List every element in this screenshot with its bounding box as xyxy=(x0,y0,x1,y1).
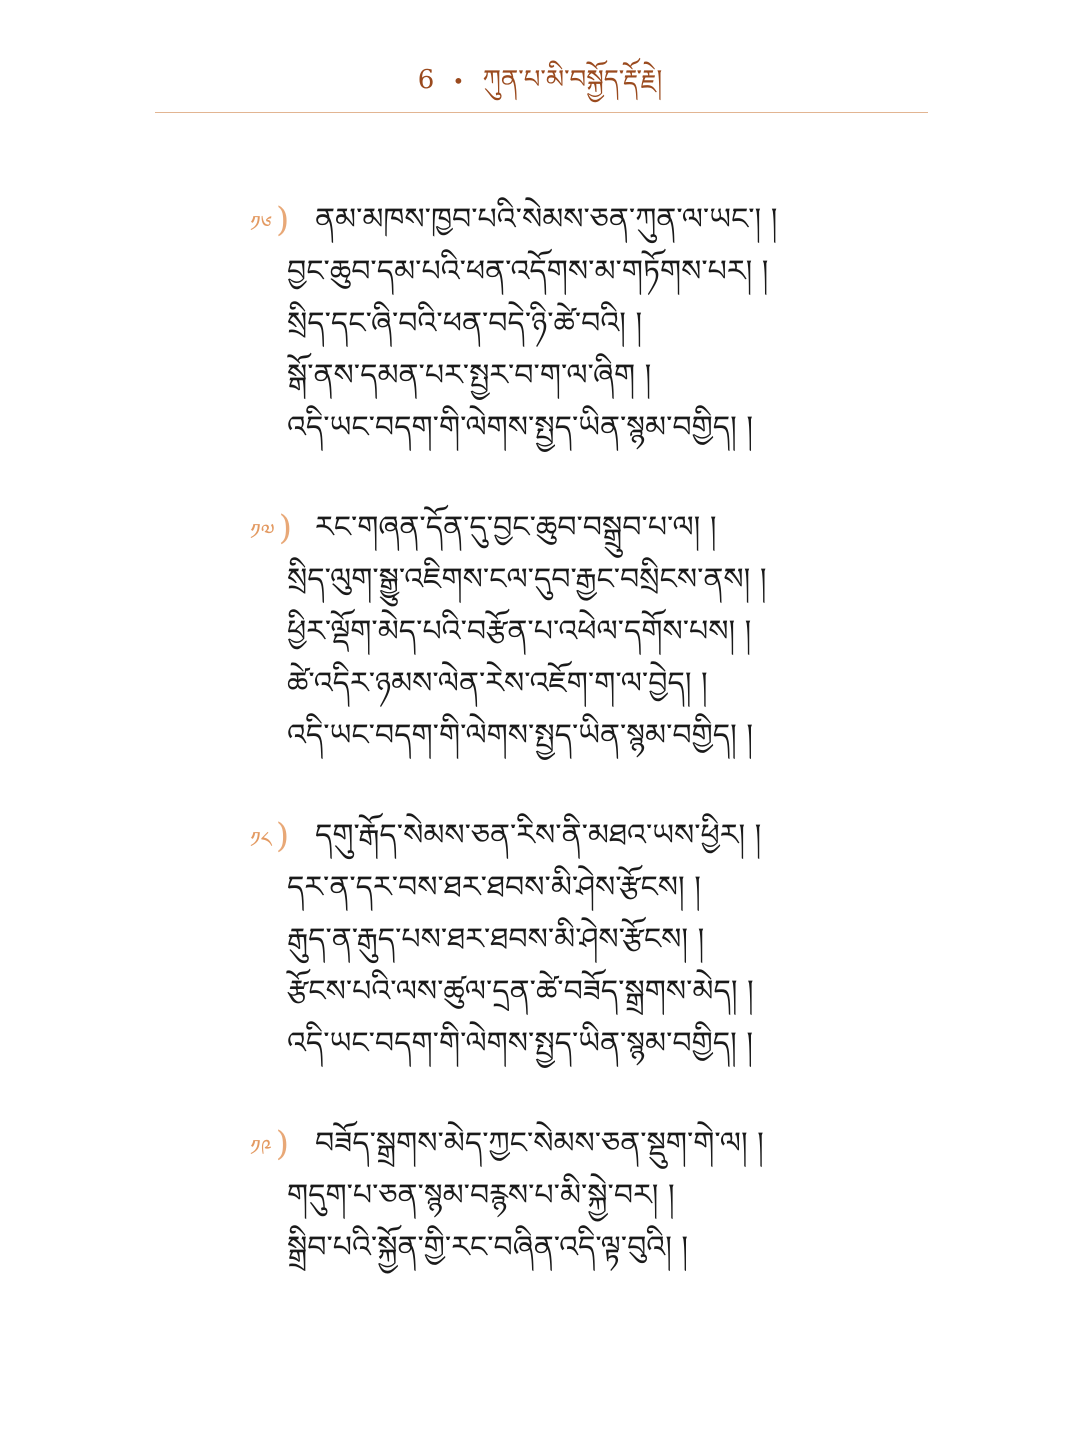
verse-line: སྒྲིབ་པའི་སྐྱོན་གྱི་རང་བཞིན་འདི་ལྟ་བུའི། ། xyxy=(287,1230,689,1265)
verse-line: བྱང་ཆུབ་དམ་པའི་ཕན་འདོགས་མ་གཏོགས་པར། ། xyxy=(287,254,769,289)
verse-line: ཕྱིར་ལྡོག་མེད་པའི་བརྩོན་པ་འཕེལ་དགོས་པས། ། xyxy=(287,614,752,649)
verse-line: འདི་ཡང་བདག་གི་ལེགས་སྤྱད་ཡིན་སྙམ་བགྱིད། ། xyxy=(287,718,753,753)
verse-line: འདི་ཡང་བདག་གི་ལེགས་སྤྱད་ཡིན་སྙམ་བགྱིད། ། xyxy=(287,410,753,445)
verse-line: སྲིད་དང་ཞི་བའི་ཕན་བདེ་ཉི་ཚེ་བའི། ། xyxy=(287,306,643,341)
verse-line: ནམ་མཁས་ཁྱབ་པའི་སེམས་ཅན་ཀུན་ལ་ཡང་། ། xyxy=(315,202,778,237)
verse-number: ༡༩ ) xyxy=(250,1124,290,1164)
verse-line: སྲིད་ལུག་སྒྱུ་འཇིགས་ངལ་དུབ་རྒྱང་བསྲིངས་ནས། ། xyxy=(287,562,767,597)
verse-line: དར་ན་དར་བས་ཐར་ཐབས་མི་ཤེས་རྩོངས། ། xyxy=(287,870,701,905)
verse-line: རང་གཞན་དོན་དུ་བྱང་ཆུབ་བསྒྲུབ་པ་ལ། ། xyxy=(315,510,717,545)
verse-line: དགུ་རྒོད་སེམས་ཅན་རིས་ནི་མཐའ་ཡས་ཕྱིར། ། xyxy=(315,818,762,853)
verse-line: སྒོ་ནས་དམན་པར་སྤྱར་བ་ག་ལ་ཞིག ། xyxy=(287,358,652,393)
verse-line: རྒུད་ན་རྒུད་པས་ཐར་ཐབས་མི་ཤེས་རྩོངས། ། xyxy=(287,922,705,957)
page-header xyxy=(0,50,1080,111)
page-number: 6 xyxy=(417,65,435,95)
verse-line: རྩོངས་པའི་ལས་ཚུལ་དྲན་ཚེ་བཟོད་སྒྲགས་མེད། ། xyxy=(287,974,754,1009)
verse-line: ཚེ་འདིར་ཉམས་ལེན་རེས་འཇོག་ག་ལ་བྱེད། ། xyxy=(287,666,708,701)
verse-line: འདི་ཡང་བདག་གི་ལེགས་སྤྱད་ཡིན་སྙམ་བགྱིད། ། xyxy=(287,1026,753,1061)
running-title: ཀུན་པ་མི་བསྐྱོད་རྡོ་རྗེ། xyxy=(482,65,663,95)
verse-line: གདུག་པ་ཅན་སྙམ་བརྙས་པ་མི་སྐྱེ་བར། ། xyxy=(287,1178,675,1213)
header-separator: • xyxy=(452,69,465,93)
verse-number: ༡༧ ) xyxy=(250,508,293,548)
verse-number: ༡༨ ) xyxy=(250,816,290,856)
header-divider xyxy=(155,112,928,113)
verse-number: ༡༦ ) xyxy=(250,200,290,240)
verse-line: བཟོད་སྒྲགས་མེད་ཀྱང་སེམས་ཅན་སྡུག་གེ་ལ། ། xyxy=(315,1126,764,1161)
